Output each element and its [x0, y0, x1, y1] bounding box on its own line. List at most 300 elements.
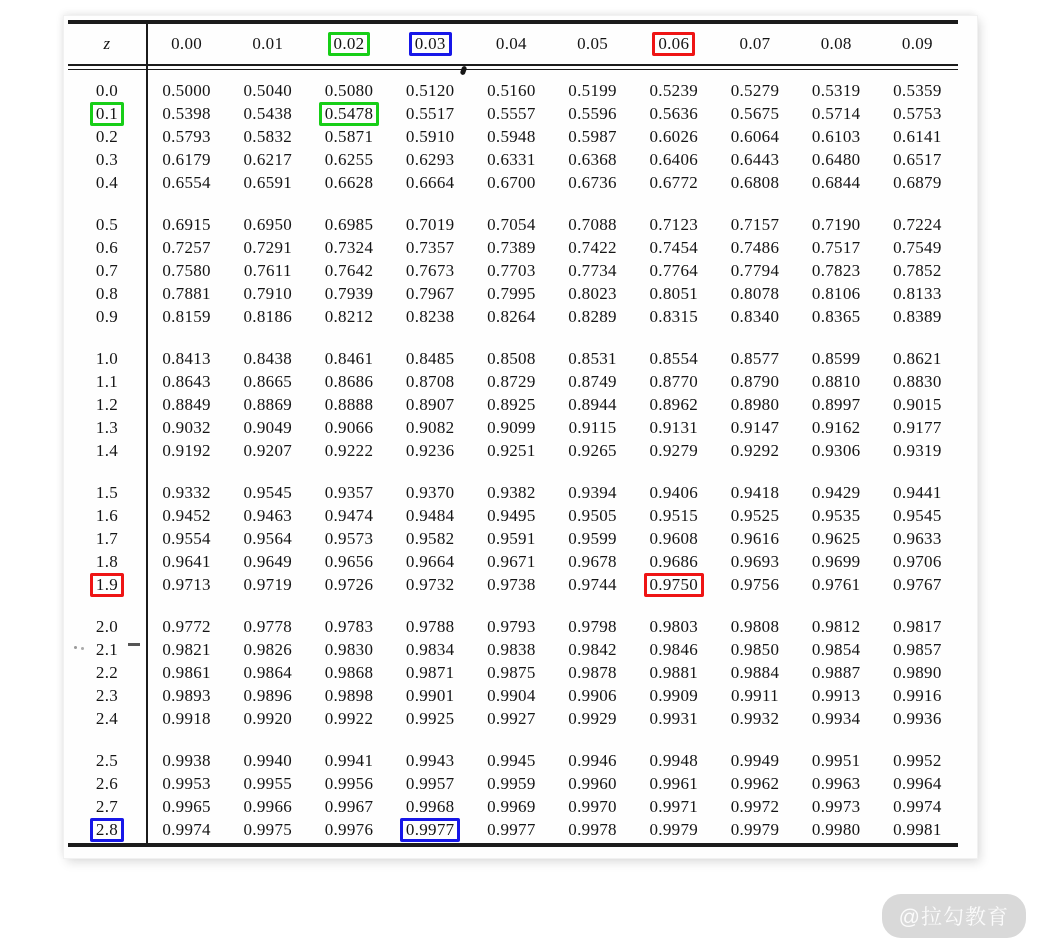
prob-cell	[552, 215, 633, 235]
prob-value: 0.6628	[324, 172, 374, 192]
prob-cell	[552, 307, 633, 327]
z-value: 2.2	[95, 662, 119, 682]
prob-value: 0.9207	[243, 440, 293, 460]
prob-value: 0.9929	[568, 708, 617, 728]
prob-cell	[308, 307, 389, 327]
prob-value: 0.7157	[730, 214, 780, 234]
prob-value: 0.8289	[568, 306, 617, 326]
prob-cell	[552, 441, 633, 461]
z-value: 0.2	[95, 126, 119, 146]
prob-value: 0.9279	[649, 440, 699, 460]
prob-value: 0.9554	[162, 528, 211, 548]
prob-value: 0.9082	[405, 417, 455, 437]
table-row-z-2.0	[68, 615, 958, 638]
col-header-label-boxed-green: 0.02	[328, 32, 371, 56]
prob-value: 0.9582	[405, 528, 455, 548]
col-header-label-boxed-red: 0.06	[652, 32, 695, 56]
prob-value: 0.5753	[893, 103, 942, 123]
table-row-z-0.4	[68, 171, 958, 194]
table-row-z-0.0	[68, 79, 958, 102]
prob-value: 0.9382	[487, 482, 536, 502]
prob-cell	[877, 820, 958, 840]
prob-value: 0.9664	[405, 551, 455, 571]
prob-value: 0.9525	[730, 505, 780, 525]
col-header-0.05	[552, 34, 633, 54]
prob-value: 0.9973	[811, 796, 861, 816]
prob-cell	[877, 774, 958, 794]
prob-value: 0.9192	[162, 440, 211, 460]
prob-value: 0.9162	[811, 417, 861, 437]
prob-value: 0.5279	[730, 80, 780, 100]
prob-cell	[471, 441, 552, 461]
table-row-z-0.8	[68, 282, 958, 305]
prob-cell	[227, 173, 308, 193]
z-value-cell	[68, 818, 146, 842]
prob-cell	[146, 173, 227, 193]
col-header-0.01	[227, 34, 308, 54]
prob-value: 0.5080	[324, 80, 374, 100]
prob-value: 0.9099	[487, 417, 536, 437]
prob-value: 0.9898	[324, 685, 374, 705]
prob-cell	[633, 238, 714, 258]
prob-value: 0.9948	[649, 750, 699, 770]
prob-value: 0.5871	[324, 126, 374, 146]
scan-artifact-dash	[128, 643, 140, 646]
prob-value: 0.5517	[405, 103, 455, 123]
prob-cell	[633, 150, 714, 170]
prob-cell	[796, 575, 877, 595]
prob-cell	[796, 150, 877, 170]
prob-value: 0.9854	[811, 639, 861, 659]
prob-value: 0.5319	[811, 80, 861, 100]
z-value-cell	[68, 663, 146, 683]
prob-cell	[714, 349, 795, 369]
prob-value: 0.9616	[730, 528, 780, 548]
prob-value: 0.8413	[162, 348, 211, 368]
prob-value: 0.5438	[243, 103, 293, 123]
prob-value: 0.8944	[568, 394, 617, 414]
prob-cell	[471, 640, 552, 660]
prob-cell	[552, 395, 633, 415]
prob-value: 0.9981	[893, 819, 942, 839]
prob-cell	[227, 774, 308, 794]
prob-cell	[633, 617, 714, 637]
prob-value: 0.8106	[811, 283, 861, 303]
table-row-z-0.6	[68, 236, 958, 259]
prob-cell	[308, 284, 389, 304]
prob-cell	[796, 797, 877, 817]
prob-cell	[714, 284, 795, 304]
prob-value: 0.6772	[649, 172, 699, 192]
prob-value: 0.9918	[162, 708, 211, 728]
prob-cell	[714, 372, 795, 392]
prob-cell	[471, 575, 552, 595]
prob-value: 0.9706	[893, 551, 942, 571]
prob-value: 0.5398	[162, 103, 211, 123]
prob-value: 0.7995	[487, 283, 536, 303]
prob-value: 0.8980	[730, 394, 780, 414]
z-value: 2.4	[95, 708, 119, 728]
z-value: 0.5	[95, 214, 119, 234]
prob-value: 0.9693	[730, 551, 780, 571]
prob-cell	[471, 709, 552, 729]
prob-cell	[714, 307, 795, 327]
prob-cell	[146, 104, 227, 124]
col-header-label: 0.01	[252, 34, 284, 53]
prob-value: 0.6591	[243, 172, 293, 192]
prob-value: 0.5239	[649, 80, 699, 100]
prob-cell	[390, 372, 471, 392]
prob-value: 0.9821	[162, 639, 211, 659]
prob-cell	[390, 686, 471, 706]
table-bottom-rule	[68, 843, 958, 847]
prob-cell	[877, 261, 958, 281]
prob-cell	[390, 307, 471, 327]
prob-cell	[552, 709, 633, 729]
prob-value: 0.8485	[405, 348, 455, 368]
z-value-cell	[68, 418, 146, 438]
prob-cell	[633, 127, 714, 147]
prob-cell	[146, 284, 227, 304]
prob-cell	[308, 640, 389, 660]
z-value: 2.3	[95, 685, 119, 705]
prob-value: 0.9906	[568, 685, 617, 705]
prob-value: 0.9968	[405, 796, 455, 816]
prob-value: 0.6026	[649, 126, 699, 146]
prob-value: 0.9625	[811, 528, 861, 548]
prob-value: 0.9960	[568, 773, 617, 793]
table-row-z-1.2	[68, 393, 958, 416]
prob-cell	[308, 372, 389, 392]
prob-value: 0.8749	[568, 371, 617, 391]
z-value: 1.0	[95, 348, 119, 368]
prob-cell	[471, 529, 552, 549]
prob-value: 0.9738	[487, 574, 536, 594]
prob-value: 0.9641	[162, 551, 211, 571]
prob-cell	[714, 173, 795, 193]
prob-value: 0.9713	[162, 574, 211, 594]
prob-cell	[877, 372, 958, 392]
z-column-divider	[146, 20, 148, 846]
z-value: 0.8	[95, 283, 119, 303]
prob-value: 0.9979	[649, 819, 699, 839]
prob-cell	[146, 261, 227, 281]
row-group-4	[68, 481, 958, 596]
z-value-cell	[68, 709, 146, 729]
prob-cell	[877, 797, 958, 817]
prob-cell	[877, 104, 958, 124]
prob-cell	[146, 751, 227, 771]
prob-cell	[390, 395, 471, 415]
prob-value: 0.9934	[811, 708, 861, 728]
z-value-cell	[68, 797, 146, 817]
prob-value: 0.6808	[730, 172, 780, 192]
z-column-header	[68, 34, 146, 54]
prob-cell	[471, 686, 552, 706]
table-body	[68, 70, 958, 841]
prob-cell	[471, 774, 552, 794]
prob-cell	[471, 238, 552, 258]
prob-cell	[877, 395, 958, 415]
z-value: 2.5	[95, 750, 119, 770]
prob-value: 0.9830	[324, 639, 374, 659]
prob-value: 0.6985	[324, 214, 374, 234]
prob-cell	[552, 418, 633, 438]
table-row-z-2.4	[68, 707, 958, 730]
prob-value: 0.9545	[243, 482, 293, 502]
prob-cell	[308, 529, 389, 549]
prob-cell	[714, 506, 795, 526]
prob-cell	[877, 418, 958, 438]
z-value-cell	[68, 617, 146, 637]
prob-cell	[227, 261, 308, 281]
prob-value: 0.8621	[893, 348, 942, 368]
prob-value: 0.7703	[487, 260, 536, 280]
prob-cell	[227, 529, 308, 549]
prob-cell	[227, 617, 308, 637]
prob-cell	[471, 797, 552, 817]
prob-value: 0.9370	[405, 482, 455, 502]
prob-cell	[308, 418, 389, 438]
prob-value: 0.9505	[568, 505, 617, 525]
prob-cell	[227, 506, 308, 526]
prob-value: 0.9678	[568, 551, 617, 571]
prob-cell	[308, 709, 389, 729]
table-row-z-1.4	[68, 439, 958, 462]
prob-value: 0.9783	[324, 616, 374, 636]
prob-value: 0.9977	[487, 819, 536, 839]
col-header-0.03	[390, 32, 471, 56]
prob-value: 0.9868	[324, 662, 374, 682]
prob-cell	[308, 102, 389, 126]
z-value-cell	[68, 238, 146, 258]
prob-cell	[146, 575, 227, 595]
prob-cell	[146, 686, 227, 706]
prob-cell	[390, 575, 471, 595]
prob-value: 0.7291	[243, 237, 293, 257]
prob-cell	[796, 552, 877, 572]
prob-cell	[308, 127, 389, 147]
col-header-label: 0.08	[820, 34, 852, 53]
prob-value: 0.9495	[487, 505, 536, 525]
prob-value: 0.9970	[568, 796, 617, 816]
z-value: 0.0	[95, 80, 119, 100]
prob-value: 0.9332	[162, 482, 211, 502]
prob-cell	[877, 483, 958, 503]
prob-value: 0.7019	[405, 214, 455, 234]
prob-value: 0.9943	[405, 750, 455, 770]
prob-value: 0.9961	[649, 773, 699, 793]
prob-value: 0.5987	[568, 126, 617, 146]
prob-cell	[146, 418, 227, 438]
prob-value: 0.7422	[568, 237, 617, 257]
prob-value: 0.6700	[487, 172, 536, 192]
prob-cell	[633, 751, 714, 771]
prob-value: 0.8729	[487, 371, 536, 391]
prob-value: 0.9767	[893, 574, 942, 594]
prob-cell	[227, 552, 308, 572]
prob-value: 0.9591	[487, 528, 536, 548]
prob-cell	[877, 349, 958, 369]
prob-value: 0.9884	[730, 662, 780, 682]
prob-cell	[146, 552, 227, 572]
prob-value: 0.8686	[324, 371, 374, 391]
prob-cell	[796, 820, 877, 840]
prob-value: 0.9671	[487, 551, 536, 571]
prob-cell	[390, 483, 471, 503]
prob-value: 0.8599	[811, 348, 861, 368]
prob-value: 0.5040	[243, 80, 293, 100]
prob-value: 0.7910	[243, 283, 293, 303]
prob-cell	[796, 418, 877, 438]
z-value-cell	[68, 372, 146, 392]
prob-cell	[714, 575, 795, 595]
prob-cell	[471, 820, 552, 840]
prob-value: 0.9916	[893, 685, 942, 705]
col-header-0.08	[796, 34, 877, 54]
prob-value: 0.7852	[893, 260, 942, 280]
prob-value: 0.8238	[405, 306, 455, 326]
z-value-cell	[68, 215, 146, 235]
prob-cell	[552, 663, 633, 683]
prob-cell	[714, 238, 795, 258]
prob-value: 0.6255	[324, 149, 374, 169]
prob-value: 0.7881	[162, 283, 211, 303]
prob-value: 0.9893	[162, 685, 211, 705]
prob-cell	[633, 709, 714, 729]
prob-value: 0.9564	[243, 528, 293, 548]
prob-value: 0.9429	[811, 482, 861, 502]
prob-cell	[877, 150, 958, 170]
prob-cell	[390, 552, 471, 572]
prob-value: 0.8810	[811, 371, 861, 391]
prob-cell	[390, 349, 471, 369]
prob-value: 0.7611	[243, 260, 292, 280]
prob-value: 0.5359	[893, 80, 942, 100]
prob-cell	[552, 797, 633, 817]
z-value-cell	[68, 307, 146, 327]
z-value-boxed-red: 1.9	[90, 573, 124, 597]
prob-cell	[390, 150, 471, 170]
prob-cell	[308, 349, 389, 369]
prob-value: 0.9952	[893, 750, 942, 770]
prob-value: 0.5120	[405, 80, 455, 100]
prob-value: 0.7517	[811, 237, 861, 257]
table-row-z-1.9	[68, 573, 958, 596]
prob-value: 0.7454	[649, 237, 699, 257]
prob-cell	[714, 751, 795, 771]
prob-value: 0.7357	[405, 237, 455, 257]
prob-value-boxed-blue: 0.9977	[400, 818, 461, 842]
prob-cell	[877, 215, 958, 235]
z-value-cell	[68, 552, 146, 572]
prob-cell	[877, 617, 958, 637]
prob-cell	[633, 395, 714, 415]
prob-value: 0.7764	[649, 260, 699, 280]
prob-cell	[390, 418, 471, 438]
prob-value: 0.9732	[405, 574, 455, 594]
z-value-boxed-green: 0.1	[90, 102, 124, 126]
prob-cell	[308, 215, 389, 235]
z-value: 0.7	[95, 260, 119, 280]
prob-cell	[796, 483, 877, 503]
prob-value: 0.9945	[487, 750, 536, 770]
prob-value: 0.6406	[649, 149, 699, 169]
prob-cell	[390, 529, 471, 549]
prob-value: 0.8461	[324, 348, 374, 368]
prob-value: 0.9938	[162, 750, 211, 770]
z-value-cell	[68, 573, 146, 597]
prob-cell	[146, 81, 227, 101]
prob-value: 0.9222	[324, 440, 374, 460]
prob-value: 0.9955	[243, 773, 293, 793]
prob-value: 0.6217	[243, 149, 293, 169]
table-row-z-1.1	[68, 370, 958, 393]
prob-value: 0.9953	[162, 773, 211, 793]
prob-cell	[146, 215, 227, 235]
prob-value: 0.9965	[162, 796, 211, 816]
prob-cell	[227, 483, 308, 503]
prob-cell	[390, 173, 471, 193]
col-header-0.06	[633, 32, 714, 56]
prob-value: 0.8849	[162, 394, 211, 414]
prob-cell	[390, 506, 471, 526]
prob-cell	[471, 372, 552, 392]
prob-cell	[633, 173, 714, 193]
row-group-2	[68, 213, 958, 328]
prob-value: 0.8133	[893, 283, 942, 303]
prob-value: 0.6950	[243, 214, 293, 234]
prob-cell	[633, 552, 714, 572]
prob-value: 0.8023	[568, 283, 617, 303]
prob-value: 0.9726	[324, 574, 374, 594]
prob-value: 0.9656	[324, 551, 374, 571]
prob-value: 0.8962	[649, 394, 699, 414]
prob-value: 0.6443	[730, 149, 780, 169]
prob-value: 0.9963	[811, 773, 861, 793]
prob-value: 0.7939	[324, 283, 374, 303]
prob-value: 0.5000	[162, 80, 211, 100]
z-value: 1.7	[95, 528, 119, 548]
prob-value: 0.9452	[162, 505, 211, 525]
prob-value: 0.5910	[405, 126, 455, 146]
prob-value: 0.9744	[568, 574, 617, 594]
prob-cell	[552, 104, 633, 124]
z-value: 0.9	[95, 306, 119, 326]
prob-value: 0.8554	[649, 348, 699, 368]
prob-cell	[552, 506, 633, 526]
prob-cell	[633, 261, 714, 281]
prob-cell	[552, 751, 633, 771]
prob-cell	[714, 686, 795, 706]
col-header-0.02	[308, 32, 389, 56]
prob-cell	[714, 663, 795, 683]
z-value-cell	[68, 127, 146, 147]
prob-value: 0.9946	[568, 750, 617, 770]
prob-cell	[471, 127, 552, 147]
prob-cell	[552, 372, 633, 392]
prob-cell	[471, 663, 552, 683]
table-row-z-1.8	[68, 550, 958, 573]
z-value-cell	[68, 529, 146, 549]
prob-cell	[796, 81, 877, 101]
z-value: 0.4	[95, 172, 119, 192]
prob-cell	[552, 686, 633, 706]
prob-value: 0.9812	[811, 616, 861, 636]
prob-value: 0.9979	[730, 819, 780, 839]
prob-value: 0.9699	[811, 551, 861, 571]
prob-cell	[877, 173, 958, 193]
